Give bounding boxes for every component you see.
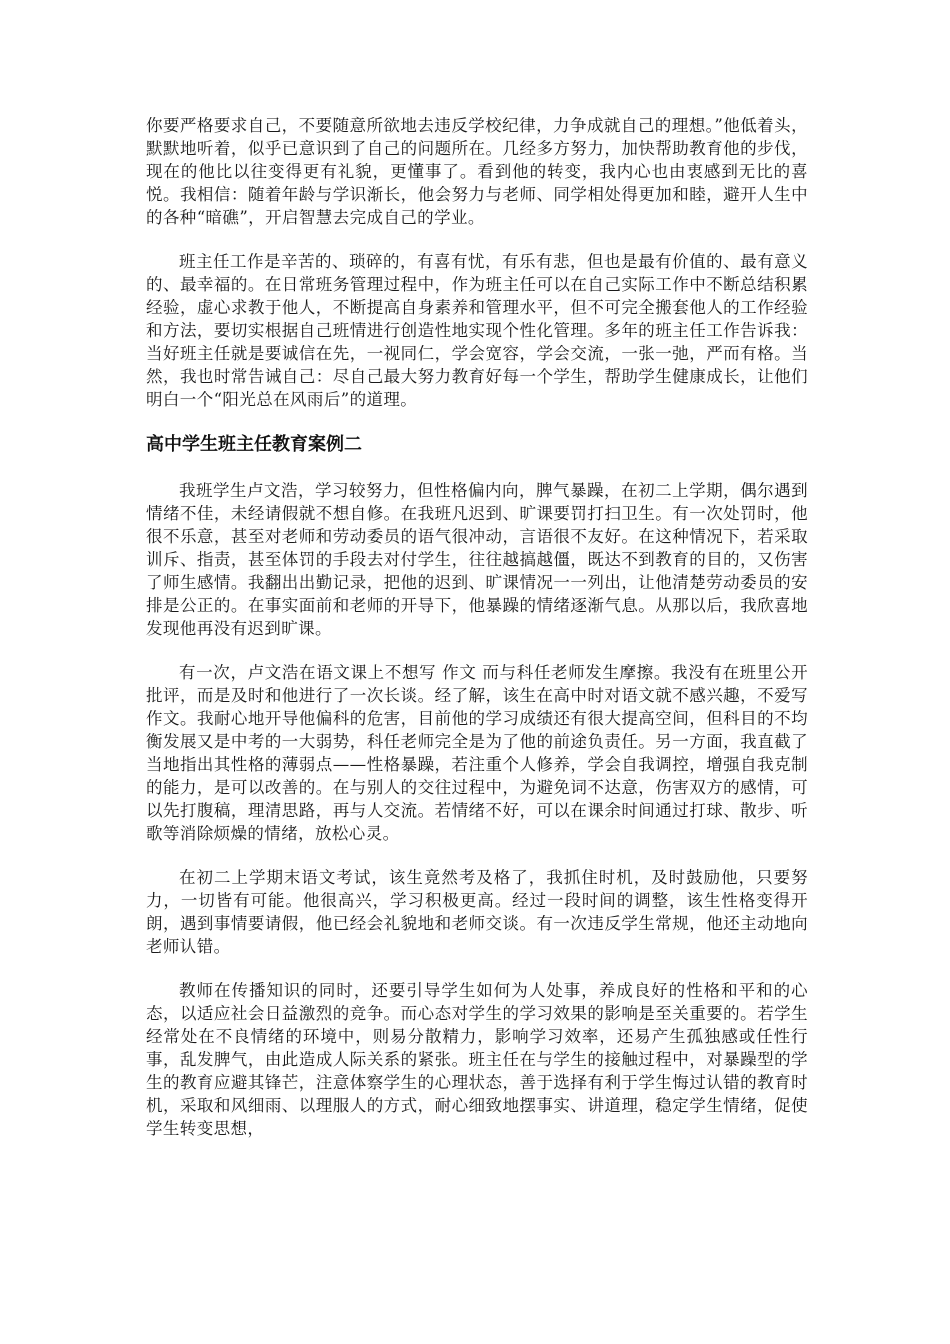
document-page <box>146 114 808 1161</box>
paragraph-case-result: 在初二上学期末语文考试，该生竟然考及格了，我抓住时机，及时鼓励他，只要努力，一切皆有可能。他很高兴，学习积极更高。经过一段时间的调整，该生性格变得开朗，遇到事情要请假，他已经会礼貌地和老师交谈。有一次违反学生常规，他还主动地向老师认错。 <box>146 868 808 956</box>
paragraph-case-reflection: 教师在传播知识的同时，还要引导学生如何为人处事，养成良好的性格和平和的心态，以适应社会日益激烈的竞争。而心态对学生的学习效果的影响是至关重要的。若学生经常处在不良情绪的环境中，则易分散精力，影响学习效率，还易产生孤独感或任性行事，乱发脾气，由此造成人际关系的紧张。班主任在与学生的接触过程中，对暴躁型的学生的教育应避其锋芒，注意体察学生的心理状态，善于选择有利于学生悔过认错的教育时机，采取和风细雨、以理服人的方式，耐心细致地摆事实、讲道理，稳定学生情绪，促使学生转变思想， <box>146 981 808 1138</box>
paragraph-summary: 班主任工作是辛苦的、琐碎的，有喜有忧，有乐有悲，但也是最有价值的、最有意义的、最幸福的。在日常班务管理过程中，作为班主任可以在自己实际工作中不断总结积累经验，虚心求教于他人，不断提高自身素养和管理水平，但不可完全搬套他人的工作经验和方法，要切实根据自己班情进行创造性地实现个性化管理。多年的班主任工作告诉我：当好班主任就是要诚信在先，一视同仁，学会宽容，学会交流，一张一弛，严而有格。当然，我也时常告诫自己：尽自己最大努力教育好每一个学生，帮助学生健康成长，让他们明白一个“阳光总在风雨后”的道理。 <box>146 252 808 409</box>
section-heading: 高中学生班主任教育案例二 <box>146 434 362 455</box>
paragraph-case-talk: 有一次，卢文浩在语文课上不想写 作文 而与科任老师发生摩擦。我没有在班里公开批评，而是及时和他进行了一次长谈。经了解，该生在高中时对语文就不感兴趣，不爱写作文。我耐心地开导他偏科的危害，目前他的学习成绩还有很大提高空间，但科目的不均衡发展又是中考的一大弱势，科任老师完全是为了他的前途负责任。另一方面，我直截了当地指出其性格的薄弱点——性格暴躁，若注重个人修养，学会自我调控，增强自我克制的能力，是可以改善的。在与别人的交往过程中，为避免词不达意，伤害双方的感情，可以先打腹稿，理清思路，再与人交流。若情绪不好，可以在课余时间通过打球、散步、听歌等消除烦燥的情绪，放松心灵。 <box>146 663 808 843</box>
paragraph-continued: 你要严格要求自己，不要随意所欲地去违反学校纪律，力争成就自己的理想。”他低着头，默默地听着，似乎已意识到了自己的问题所在。几经多方努力，加快帮助教育他的步伐，现在的他比以往变得更有礼貌，更懂事了。看到他的转变，我内心也由衷感到无比的喜悦。我相信：随着年龄与学识渐长，他会努力与老师、同学相处得更加和睦，避开人生中的各种“暗礁”，开启智慧去完成自己的学业。 <box>146 116 808 227</box>
paragraph-case-intro: 我班学生卢文浩，学习较努力，但性格偏内向，脾气暴躁，在初二上学期，偶尔遇到情绪不佳，未经请假就不想自修。在我班凡迟到、旷课要罚打扫卫生。有一次处罚时，他很不乐意，甚至对老师和劳动委员的语气很冲动，言语很不友好。在这种情况下，若采取训斥、指责，甚至体罚的手段去对付学生，往往越搞越僵，既达不到教育的目的，又伤害了师生感情。我翻出出勤记录，把他的迟到、旷课情况一一列出，让他清楚劳动委员的安排是公正的。在事实面前和老师的开导下，他暴躁的情绪逐渐气息。从那以后，我欣喜地发现他再没有迟到旷课。 <box>146 481 808 638</box>
